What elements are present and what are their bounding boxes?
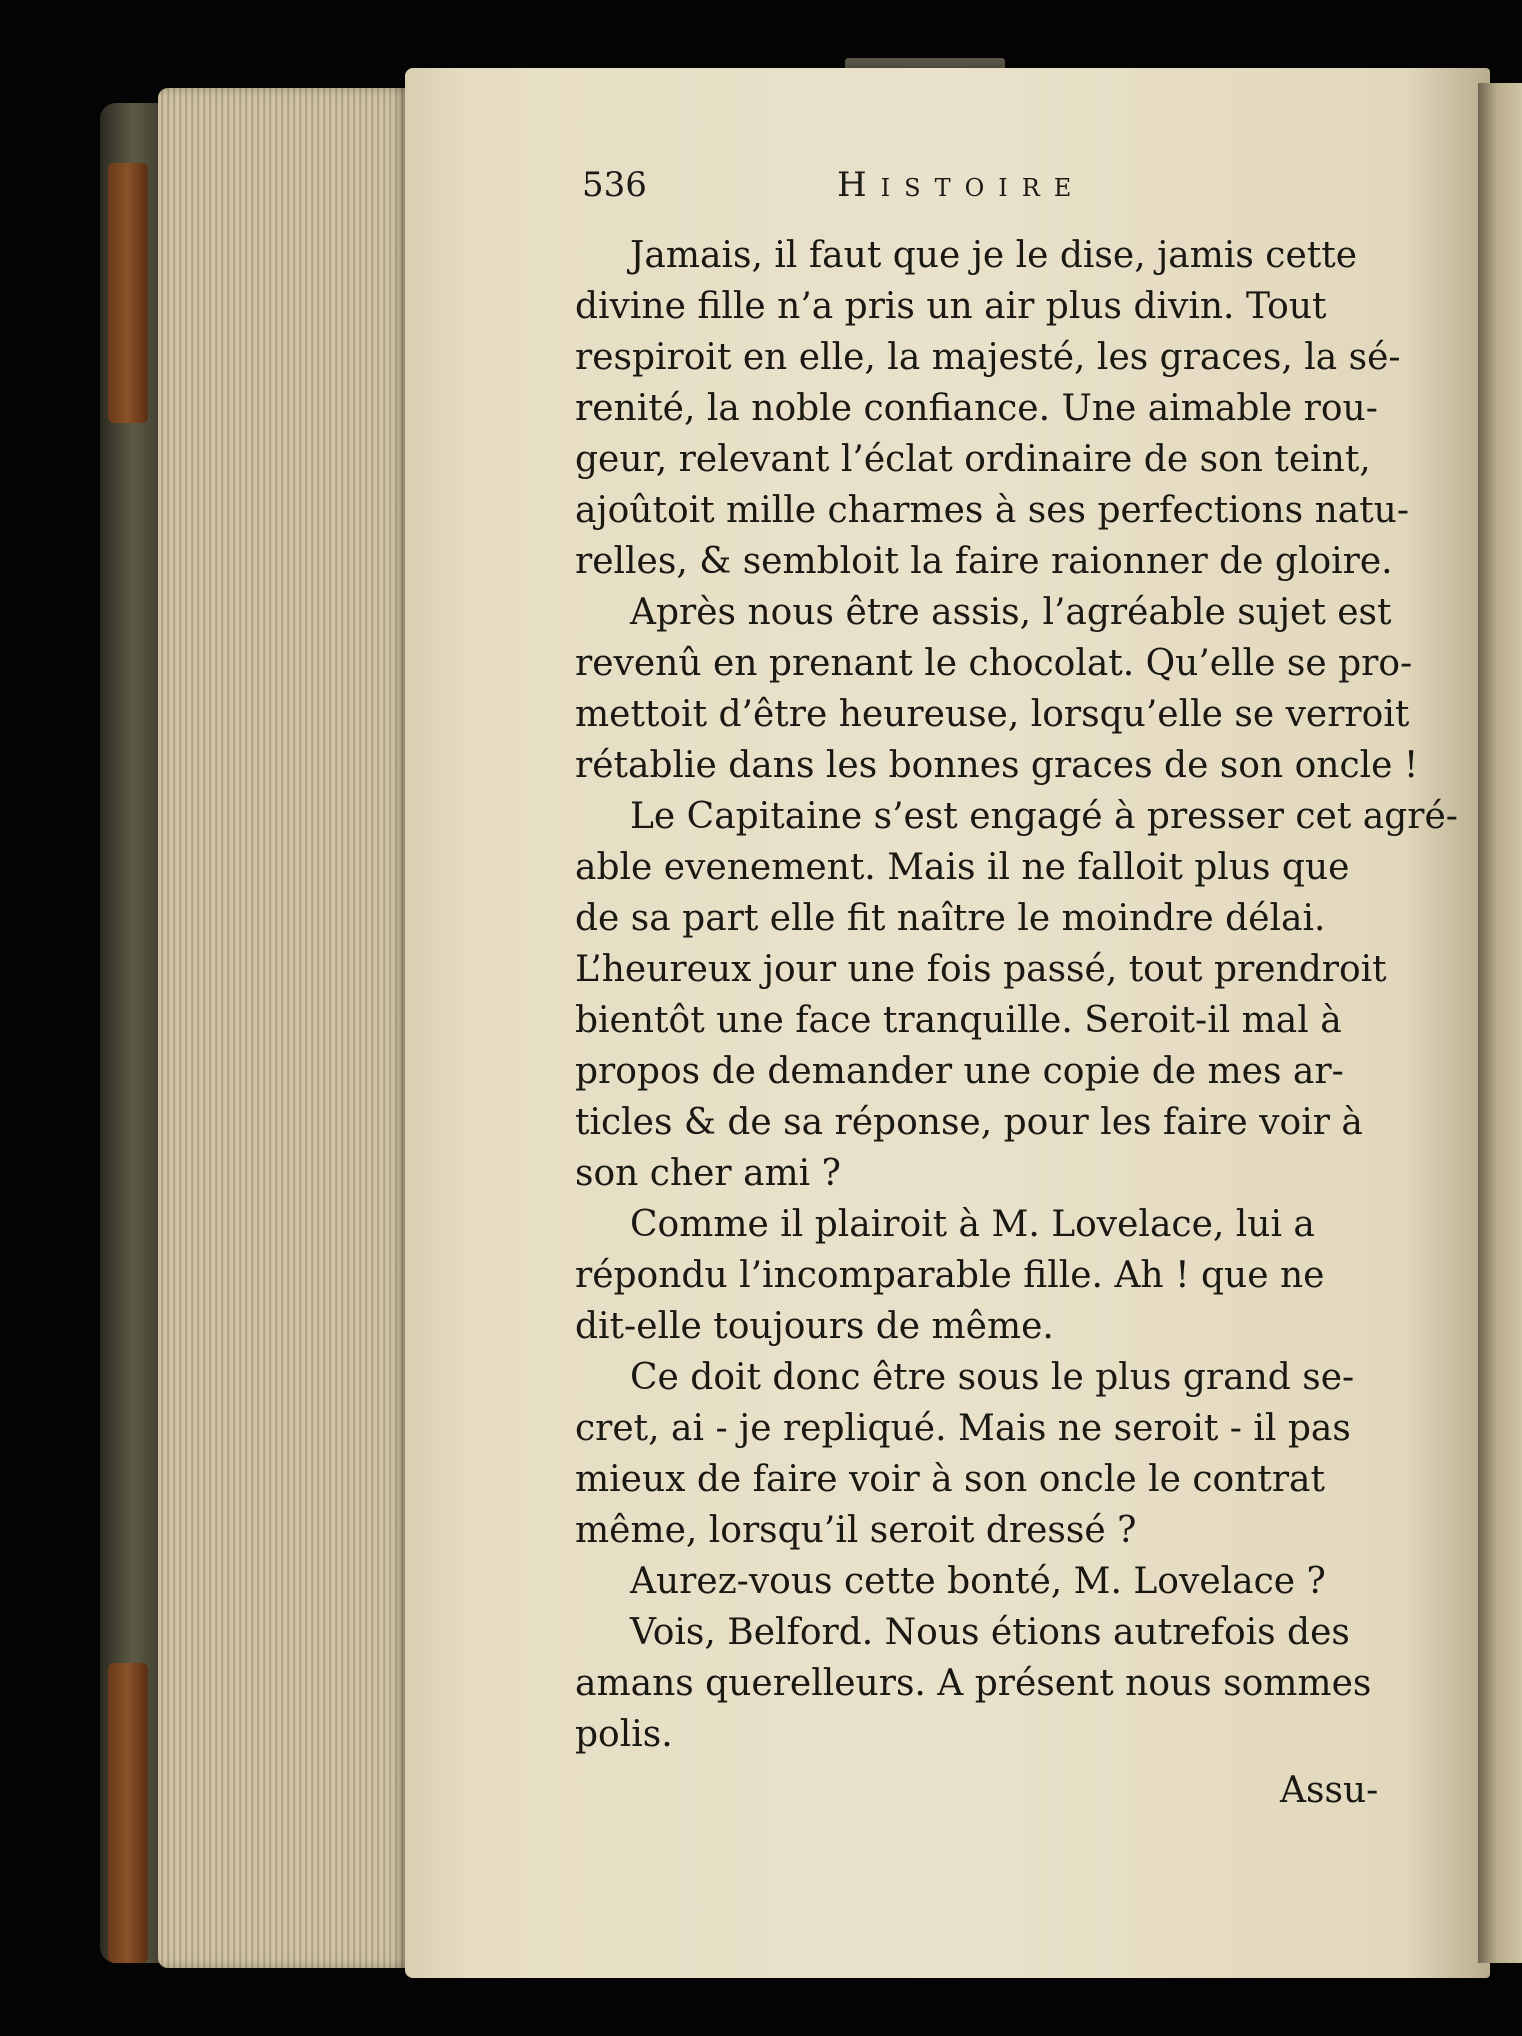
text-line: Comme il plairoit à M. Lovelace, lui a (630, 1204, 1315, 1245)
text-line: relles, & sembloit la faire raionner de gloire. (575, 541, 1393, 582)
body-text (575, 230, 1458, 1760)
text-line: répondu l’incomparable fille. Ah ! que ne (575, 1255, 1325, 1296)
text-line: rétablie dans les bonnes graces de son oncle ! (575, 745, 1419, 786)
text-line: Aurez-vous cette bonté, M. Lovelace ? (630, 1561, 1326, 1602)
text-line: ajoûtoit mille charmes à ses perfections natu- (575, 490, 1410, 531)
page-header (582, 165, 1382, 215)
catchword: Assu- (1280, 1770, 1379, 1811)
text-line: bientôt une face tranquille. Seroit-il mal à (575, 1000, 1342, 1041)
text-line: revenû en prenant le chocolat. Qu’elle se pro- (575, 643, 1413, 684)
text-line: Vois, Belford. Nous étions autrefois des (630, 1612, 1350, 1653)
running-head: Histoire (837, 165, 1086, 205)
text-line: mieux de faire voir à son oncle le contrat (575, 1459, 1325, 1500)
text-line: divine fille n’a pris un air plus divin. Tout (575, 286, 1327, 327)
text-line: able evenement. Mais il ne falloit plus que (575, 847, 1350, 888)
text-line: mettoit d’être heureuse, lorsqu’elle se verroit (575, 694, 1410, 735)
text-line: Après nous être assis, l’agréable sujet est (630, 592, 1392, 633)
page-number: 536 (582, 165, 647, 205)
facing-page-edge (1478, 83, 1522, 1963)
text-line: son cher ami ? (575, 1153, 841, 1194)
text-line: même, lorsqu’il seroit dressé ? (575, 1510, 1137, 1551)
text-line: Le Capitaine s’est engagé à presser cet agré- (630, 796, 1458, 837)
text-line: propos de demander une copie de mes ar- (575, 1051, 1344, 1092)
text-line: cret, ai - je repliqué. Mais ne seroit - il pas (575, 1408, 1351, 1449)
text-line: amans querelleurs. A présent nous sommes (575, 1663, 1372, 1704)
text-line: Jamais, il faut que je le dise, jamis cette (630, 235, 1357, 276)
text-line: respiroit en elle, la majesté, les graces, la sé- (575, 337, 1401, 378)
text-line: polis. (575, 1714, 673, 1755)
spine-leather-band (108, 1663, 148, 1963)
text-line: ticles & de sa réponse, pour les faire voir à (575, 1102, 1363, 1143)
text-line: L’heureux jour une fois passé, tout prendroit (575, 949, 1387, 990)
text-line: geur, relevant l’éclat ordinaire de son teint, (575, 439, 1371, 480)
text-line: Ce doit donc être sous le plus grand se- (630, 1357, 1355, 1398)
text-line: de sa part elle fit naître le moindre délai. (575, 898, 1326, 939)
text-line: renité, la noble confiance. Une aimable rou- (575, 388, 1378, 429)
text-line: dit-elle toujours de même. (575, 1306, 1054, 1347)
spine-leather-band (108, 163, 148, 423)
